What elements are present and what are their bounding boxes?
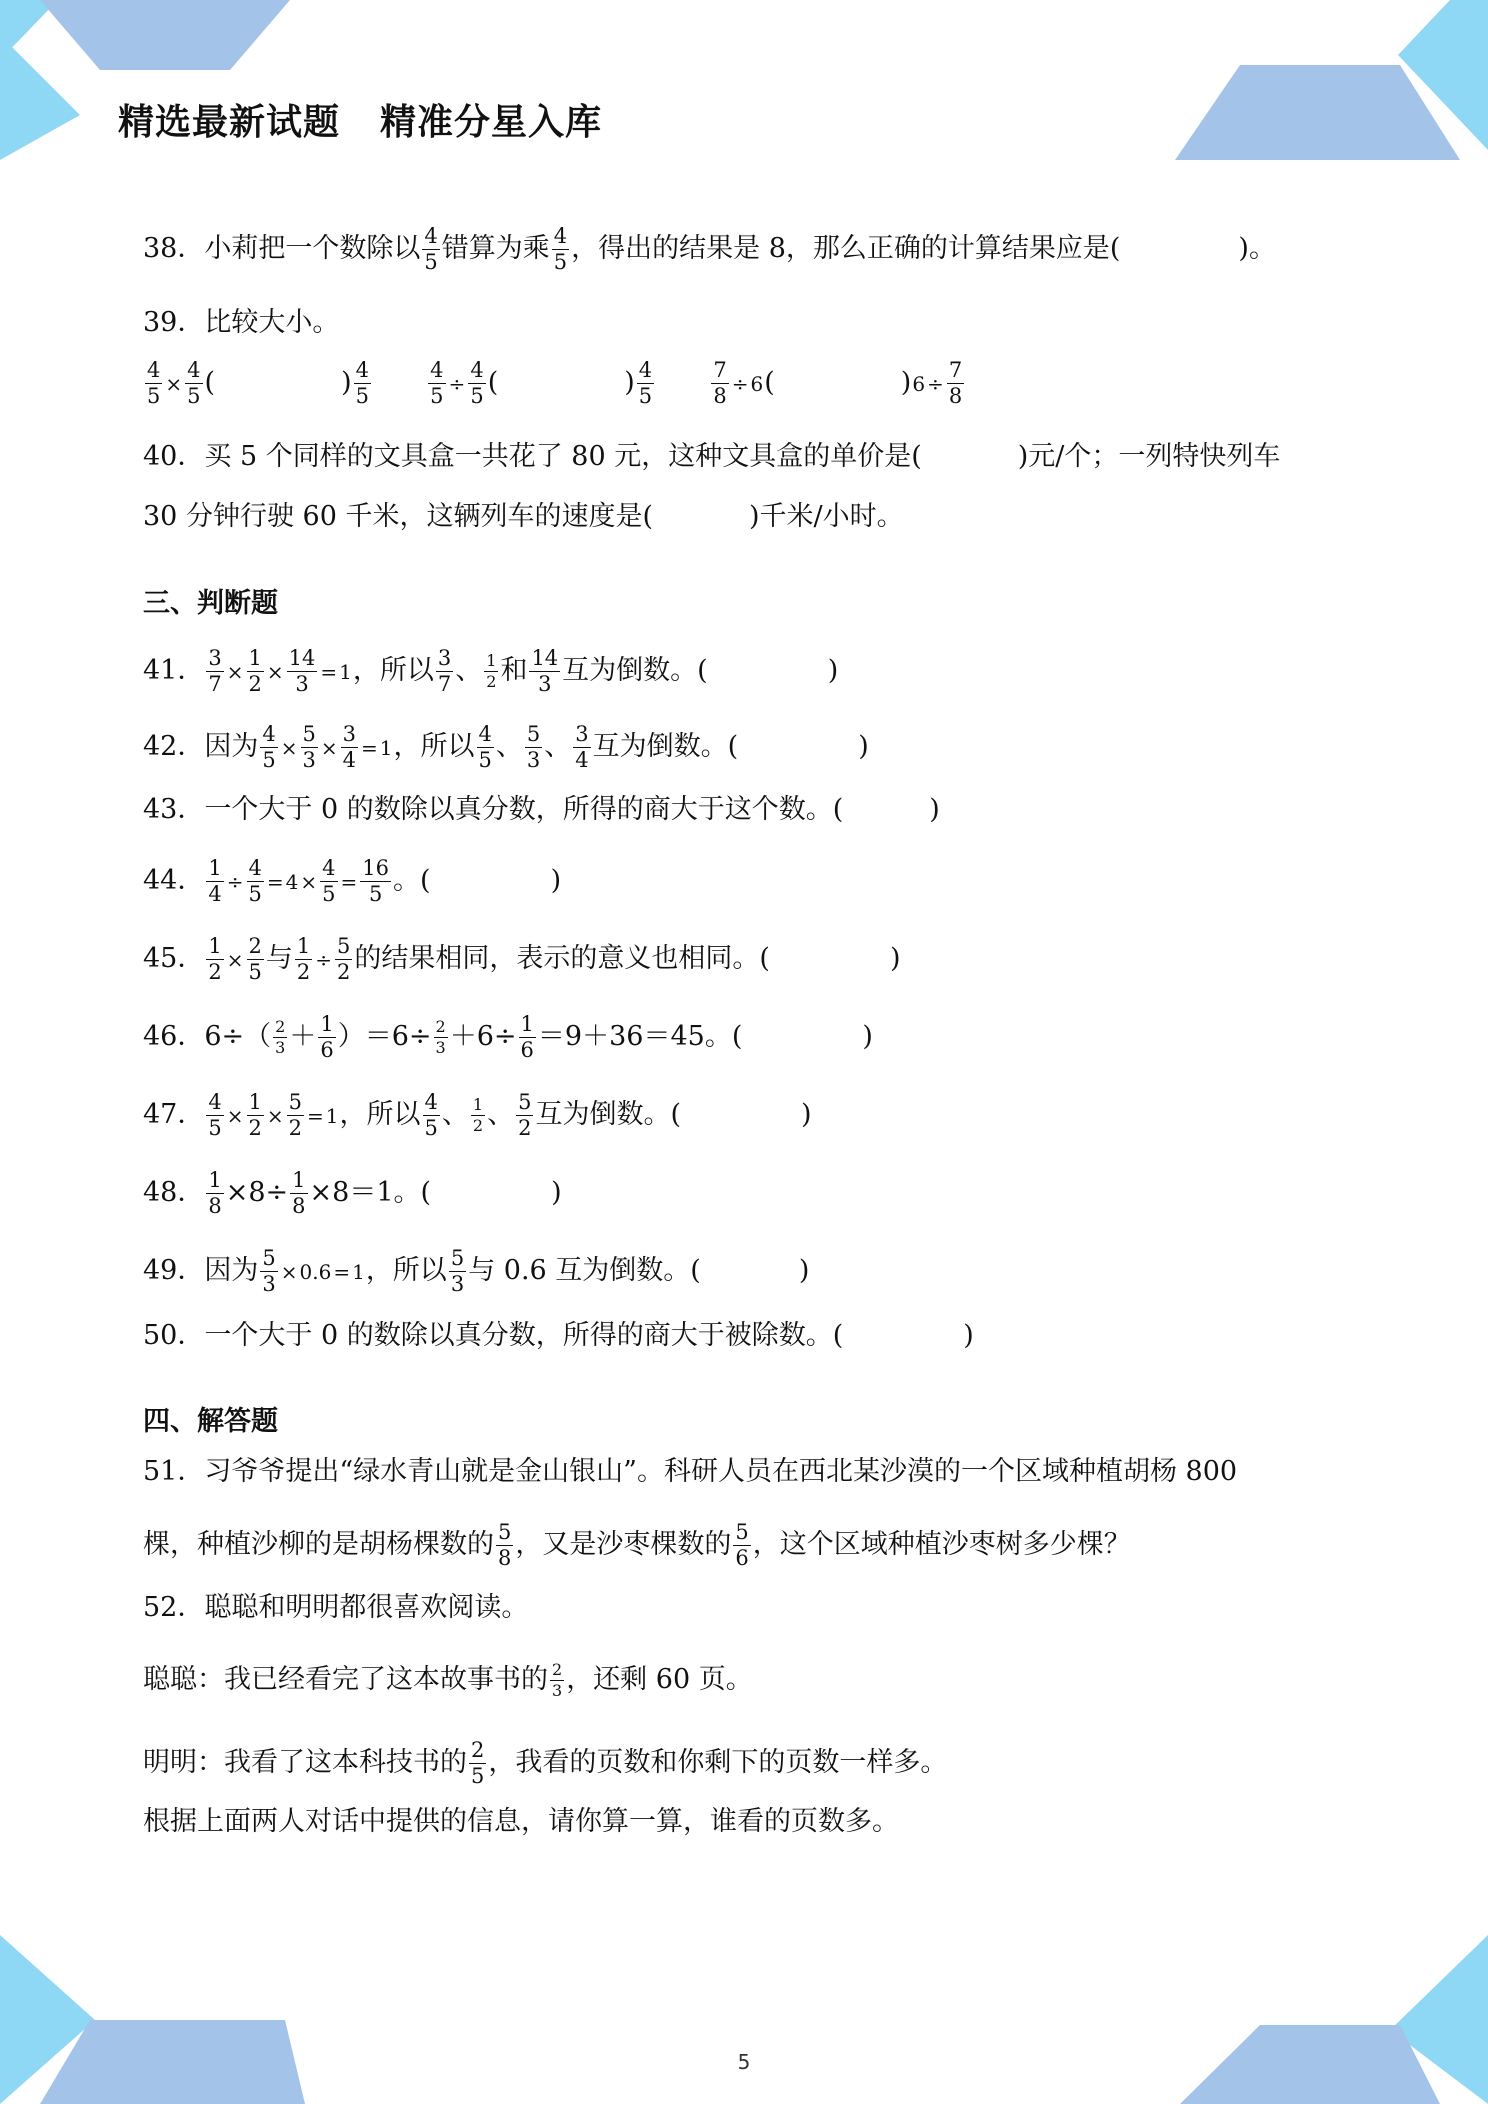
header-title-right: 精准分星入库 [380, 102, 603, 143]
question-38: 38．小莉把一个数除以 $\frac{4}{5}$ 错算为乘 $\frac{4}{5}$ ，得出的结果是 8，那么正确的计算结果应是( )。 [143, 224, 1276, 274]
section-judgment-heading: 三、判断题 [143, 588, 278, 619]
section-solve-heading: 四、解答题 [143, 1406, 278, 1437]
question-52-congcong: 聪聪：我已经看完了这本故事书的 $\frac{2}{3}$ ，还剩 60 页。 [143, 1660, 753, 1700]
question-50: 50．一个大于 0 的数除以真分数，所得的商大于被除数。( ) [143, 1320, 974, 1351]
question-51-line2: 棵，种植沙柳的是胡杨棵数的 $\frac{5}{8}$ ，又是沙枣棵数的 $\frac{5}{6}$ ，这个区域种植沙枣树多少棵？ [143, 1520, 1131, 1570]
question-52-mingming: 明明：我看了这本科技书的 $\frac{2}{5}$ ，我看的页数和你剩下的页数一样多。 [143, 1738, 948, 1788]
question-48: 48． $\frac{1}{8}$ ×8÷ $\frac{1}{8}$ ×8＝1。( ) [143, 1168, 562, 1218]
question-43: 43．一个大于 0 的数除以真分数，所得的商大于这个数。( ) [143, 794, 940, 825]
question-46: 46．6÷（ $\frac{2}{3}$ ＋ $\frac{1}{6}$ ）＝6÷ $\frac{2}{3}$ ＋6÷ $\frac{1}{6}$ ＝9＋36＝45。( ) [143, 1012, 873, 1062]
question-40: 40．买 5 个同样的文具盒一共花了 80 元，这种文具盒的单价是( )元/个；一列特快列车 [143, 441, 1281, 472]
question-51: 51．习爷爷提出“绿水青山就是金山银山”。科研人员在西北某沙漠的一个区域种植胡杨 800 [143, 1456, 1238, 1487]
fraction: $\frac{4}{5}$ [553, 224, 568, 274]
question-47: 47． $\frac{4}{5}$ × $\frac{1}{2}$ × $\frac{5}{2}$ = 1，所以 $\frac{4}{5}$ 、 $\frac{1}{2}$ 、 $\frac{5}{2}$ 互为倒数。( ) [143, 1090, 812, 1140]
header-title-left: 精选最新试题 [118, 102, 341, 143]
top-right-trapezoid-shape [1175, 65, 1460, 160]
question-39: 39．比较大小。 [143, 307, 340, 338]
top-left-trapezoid-shape [40, 0, 290, 70]
question-42: 42．因为 $\frac{4}{5}$ × $\frac{5}{3}$ × $\frac{3}{4}$ = 1，所以 $\frac{4}{5}$ 、 $\frac{5}{3}$ 、 $\frac{3}{4}$ 互为倒数。( ) [143, 722, 869, 772]
question-52-prompt: 根据上面两人对话中提供的信息，请你算一算，谁看的页数多。 [143, 1806, 899, 1837]
top-left-triangle-shape [0, 35, 80, 160]
question-44: 44． $\frac{1}{4}$ ÷ $\frac{4}{5}$ = 4 × $\frac{4}{5}$ = $\frac{16}{5}$ 。( ) [143, 856, 562, 906]
header-title [118, 94, 602, 145]
question-39-comparisons: $\frac{4}{5}$ × $\frac{4}{5}$ ( ) $\frac{4}{5}$ $\frac{4}{5}$ ÷ $\frac{4}{5}$ ( ) $\frac{4}{5}$ $\frac{7}{8}$ ÷ 6( )6 ÷ $\frac{7}{8}$ [147, 358, 963, 408]
question-52: 52．聪聪和明明都很喜欢阅读。 [143, 1592, 529, 1623]
question-41: 41． $\frac{3}{7}$ × $\frac{1}{2}$ × $\frac{14}{3}$ = 1，所以 $\frac{3}{7}$ 、 $\frac{1}{2}$ 和 $\frac{14}{3}$ 互为倒数。( ) [143, 646, 839, 696]
question-40-line2: 30 分钟行驶 60 千米，这辆列车的速度是( )千米/小时。 [143, 501, 904, 532]
fraction: $\frac{4}{5}$ [424, 224, 438, 274]
page-number: 5 [737, 2050, 751, 2074]
question-49: 49．因为 $\frac{5}{3}$ × 0.6 = 1，所以 $\frac{5}{3}$ 与 0.6 互为倒数。( ) [143, 1246, 810, 1296]
question-45: 45． $\frac{1}{2}$ × $\frac{2}{5}$ 与 $\frac{1}{2}$ ÷ $\frac{5}{2}$ 的结果相同，表示的意义也相同。( ) [143, 934, 901, 984]
